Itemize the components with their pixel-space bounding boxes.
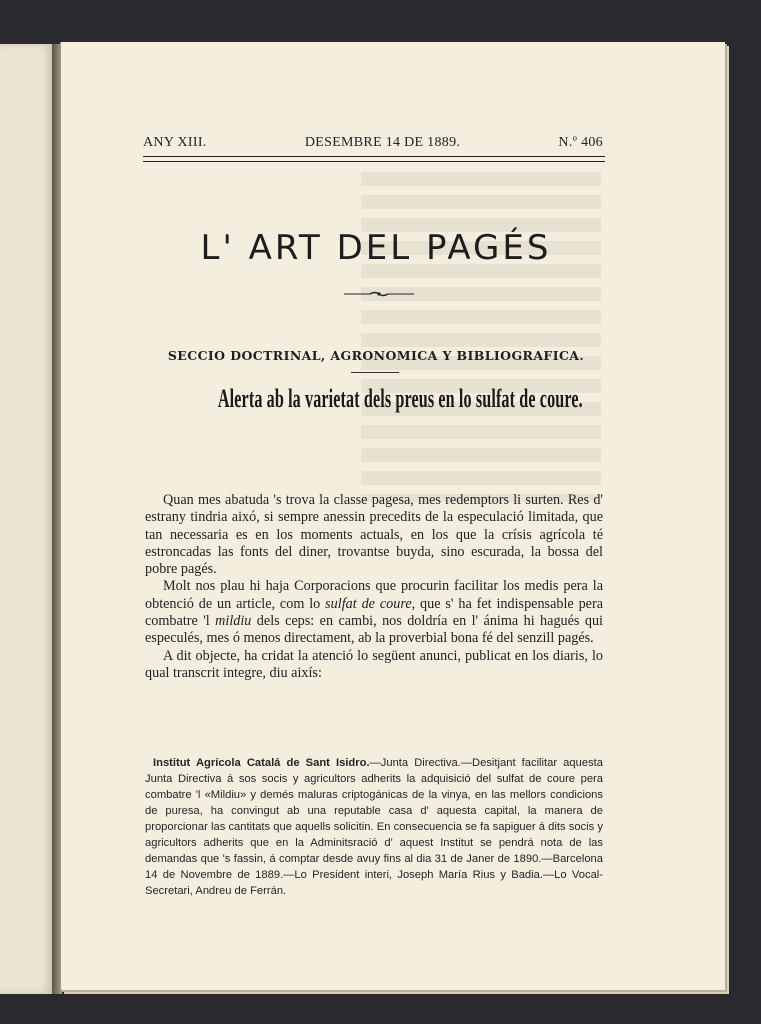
article-body xyxy=(145,492,603,682)
paragraph-2-part-3: dels ceps: en cambi, nos doldría en l' ánima hi hagués qui especulés, mes ó menos directament, ab la proverbial bona fé del senzill pagés. xyxy=(145,613,604,647)
paragraph-2 xyxy=(145,578,603,647)
paragraph-2-part-2: , que s' ha fet indispensable pera combatre 'l xyxy=(145,595,603,630)
running-header xyxy=(143,135,603,151)
ornament-divider xyxy=(344,291,414,297)
issue-date: DESEMBRE 14 DE 1889. xyxy=(304,135,461,150)
emphasis-mildiu: mildiu xyxy=(215,613,252,630)
paragraph-1: Quan mes abatuda 's trova la classe pagesa, mes redemptors li surten. Res d' estrany tindria aixó, si sempre anessin precedits de la especulació limitada, que tan necessaria es en los moments actuals, en los que la crísis agrícola té estroncadas las fonts del diner, trovantse buyda, sino escurada, la bossa del pobre pagés. xyxy=(145,492,603,578)
masthead-title: L' ART DEL PAGÉS xyxy=(200,228,552,268)
journal-page xyxy=(60,42,725,990)
notice-lead: Institut Agrícola Catalá de Sant Isidro. xyxy=(153,757,370,769)
notice-body: —Junta Directiva.—Desitjant facilitar aquesta Junta Directiva á sos socis y agricultors adherits la adquisició del sulfat de coure pera combatre 'l «Mildiu» y demés maluras criptogánicas de la vinya, en las mellors condicions de puresa, ha convingut ab una reputable casa d' aquesta capital, la manera de proporcionar las cantitats que aquells solicitin. En consecuencia se fa sapiguer á dits socis y agricultors adherits que en la Adminitsració d' aquest Institut se pendrá nota de las demandas que 's fassin, á comptar desde avuy fins al dia 31 de Janer de 1890.—Barcelona 14 de Novembre de 1889.—Lo President interi, Joseph María Rius y Badia.—Lo Vocal-Secretari, Andreu de Ferrán. xyxy=(145,757,603,897)
header-double-rule xyxy=(143,156,605,162)
emphasis-sulfat: sulfat de coure xyxy=(325,595,412,612)
section-title: SECCIO DOCTRINAL, AGRONOMICA Y BIBLIOGRAFICA. xyxy=(167,348,585,363)
quoted-notice xyxy=(145,755,603,899)
volume-label: ANY XIII. xyxy=(143,135,207,150)
paragraph-2-part-1: Molt nos plau hi haja Corporacions que procurin facilitar los medis pera la obtenció de un article, com lo xyxy=(145,578,603,612)
section-rule xyxy=(351,372,399,373)
issue-number: N.º 406 xyxy=(558,135,603,150)
paragraph-3: A dit objecte, ha cridat la atenció lo següent anunci, publicat en los diaris, lo qual transcrit integre, diu aixís: xyxy=(145,647,603,681)
show-through-text xyxy=(361,172,601,502)
article-title: Alerta ab la varietat dels preus en lo sulfat de coure. xyxy=(217,384,583,413)
facing-page-edge xyxy=(0,44,56,994)
